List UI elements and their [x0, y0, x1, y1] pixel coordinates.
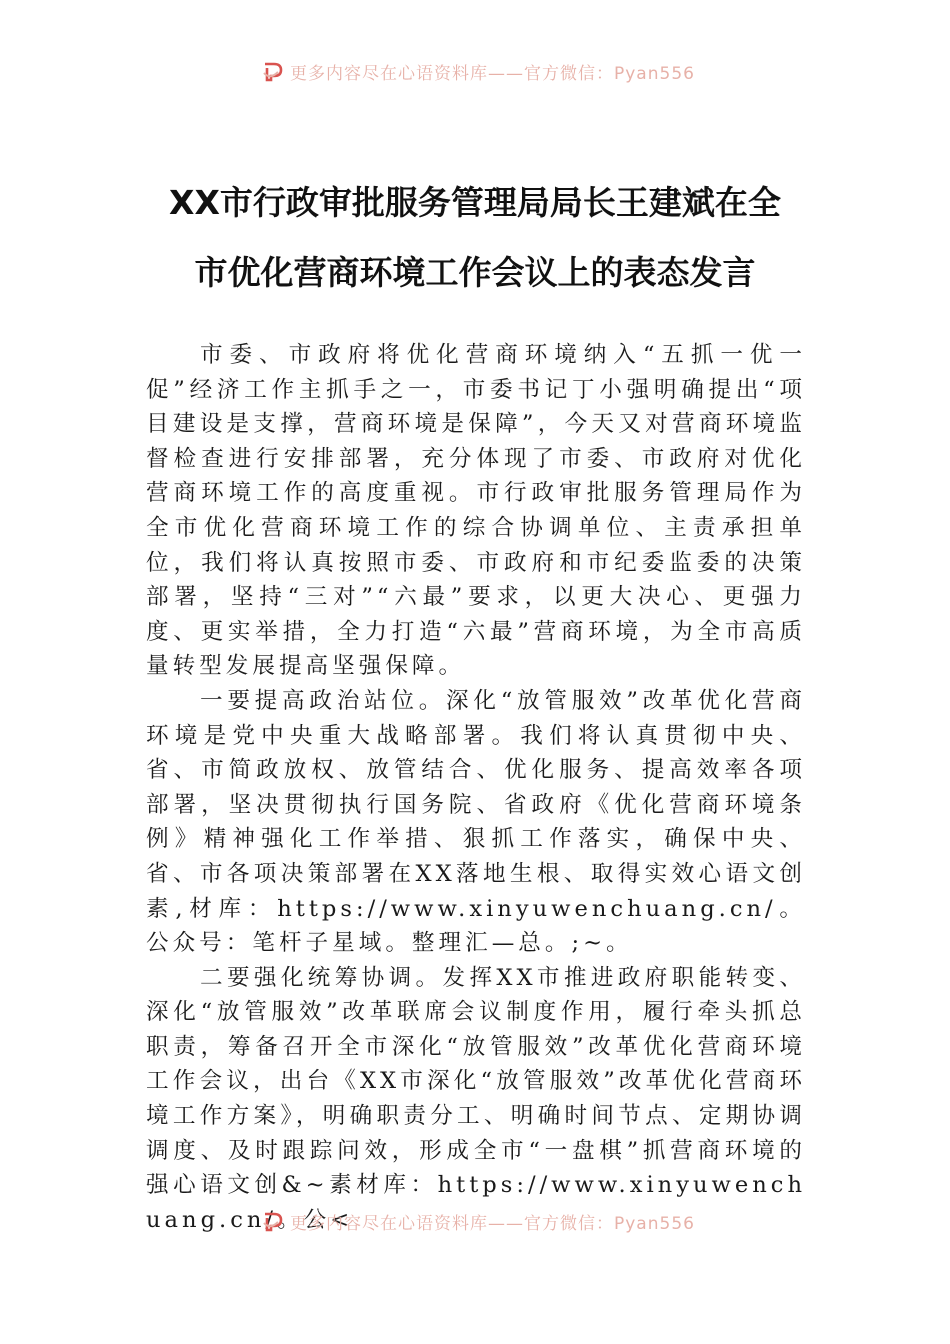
brand-logo-icon	[262, 60, 284, 82]
document-title-line-1: XX市行政审批服务管理局局长王建斌在全	[169, 183, 781, 222]
paragraph-2: 一要提高政治站位。深化“放管服效”改革优化营商环境是党中央重大战略部署。我们将认真贯彻中央、省、市简政放权、放管结合、优化服务、提高效率各项部署，坚决贯彻执行国务院、省政府《优化营商环境条例》精神强化工作举措、狠抓工作落实，确保中央、省、市各项决策部署在XX落地生根、取得实效心语文创素,材库：https://www.xinyuwenchuang.cn/。公众号：笔杆子星域。整理汇—总。;~。	[146, 687, 806, 957]
footer-watermark	[262, 1208, 742, 1234]
watermark-text: 更多内容尽在心语资料库——官方微信：Pyan556	[290, 63, 695, 84]
document-title-line-2: 市优化营商环境工作会议上的表态发言	[194, 253, 756, 292]
document-body	[146, 338, 806, 1237]
paragraph-1: 市委、市政府将优化营商环境纳入“五抓一优一促”经济工作主抓手之一，市委书记丁小强明确提出“项目建设是支撑，营商环境是保障”，今天又对营商环境监督检查进行安排部署，充分体现了市委、市政府对优化营商环境工作的高度重视。市行政审批服务管理局作为全市优化营商环境工作的综合协调单位、主责承担单位，我们将认真按照市委、市政府和市纪委监委的决策部署，坚持“三对”“六最”要求，以更大决心、更强力度、更实举措，全力打造“六最”营商环境，为全市高质量转型发展提高坚强保障。	[146, 342, 806, 680]
brand-logo-icon	[262, 1210, 284, 1232]
header-watermark	[262, 58, 742, 84]
watermark-text: 更多内容尽在心语资料库——官方微信：Pyan556	[290, 1213, 695, 1234]
paragraph-3: 二要强化统筹协调。发挥XX市推进政府职能转变、深化“放管服效”改革联席会议制度作用，履行牵头抓总职责，筹备召开全市深化“放管服效”改革优化营商环境工作会议，出台《XX市深化“放管服效”改革优化营商环境工作方案》，明确职责分工、明确时间节点、定期协调调度、及时跟踪问效，形成全市“一盘棋”抓营商环境的强心语文创&~素材库：https://www.xinyuwenchuang.cn/。公<	[146, 964, 806, 1233]
